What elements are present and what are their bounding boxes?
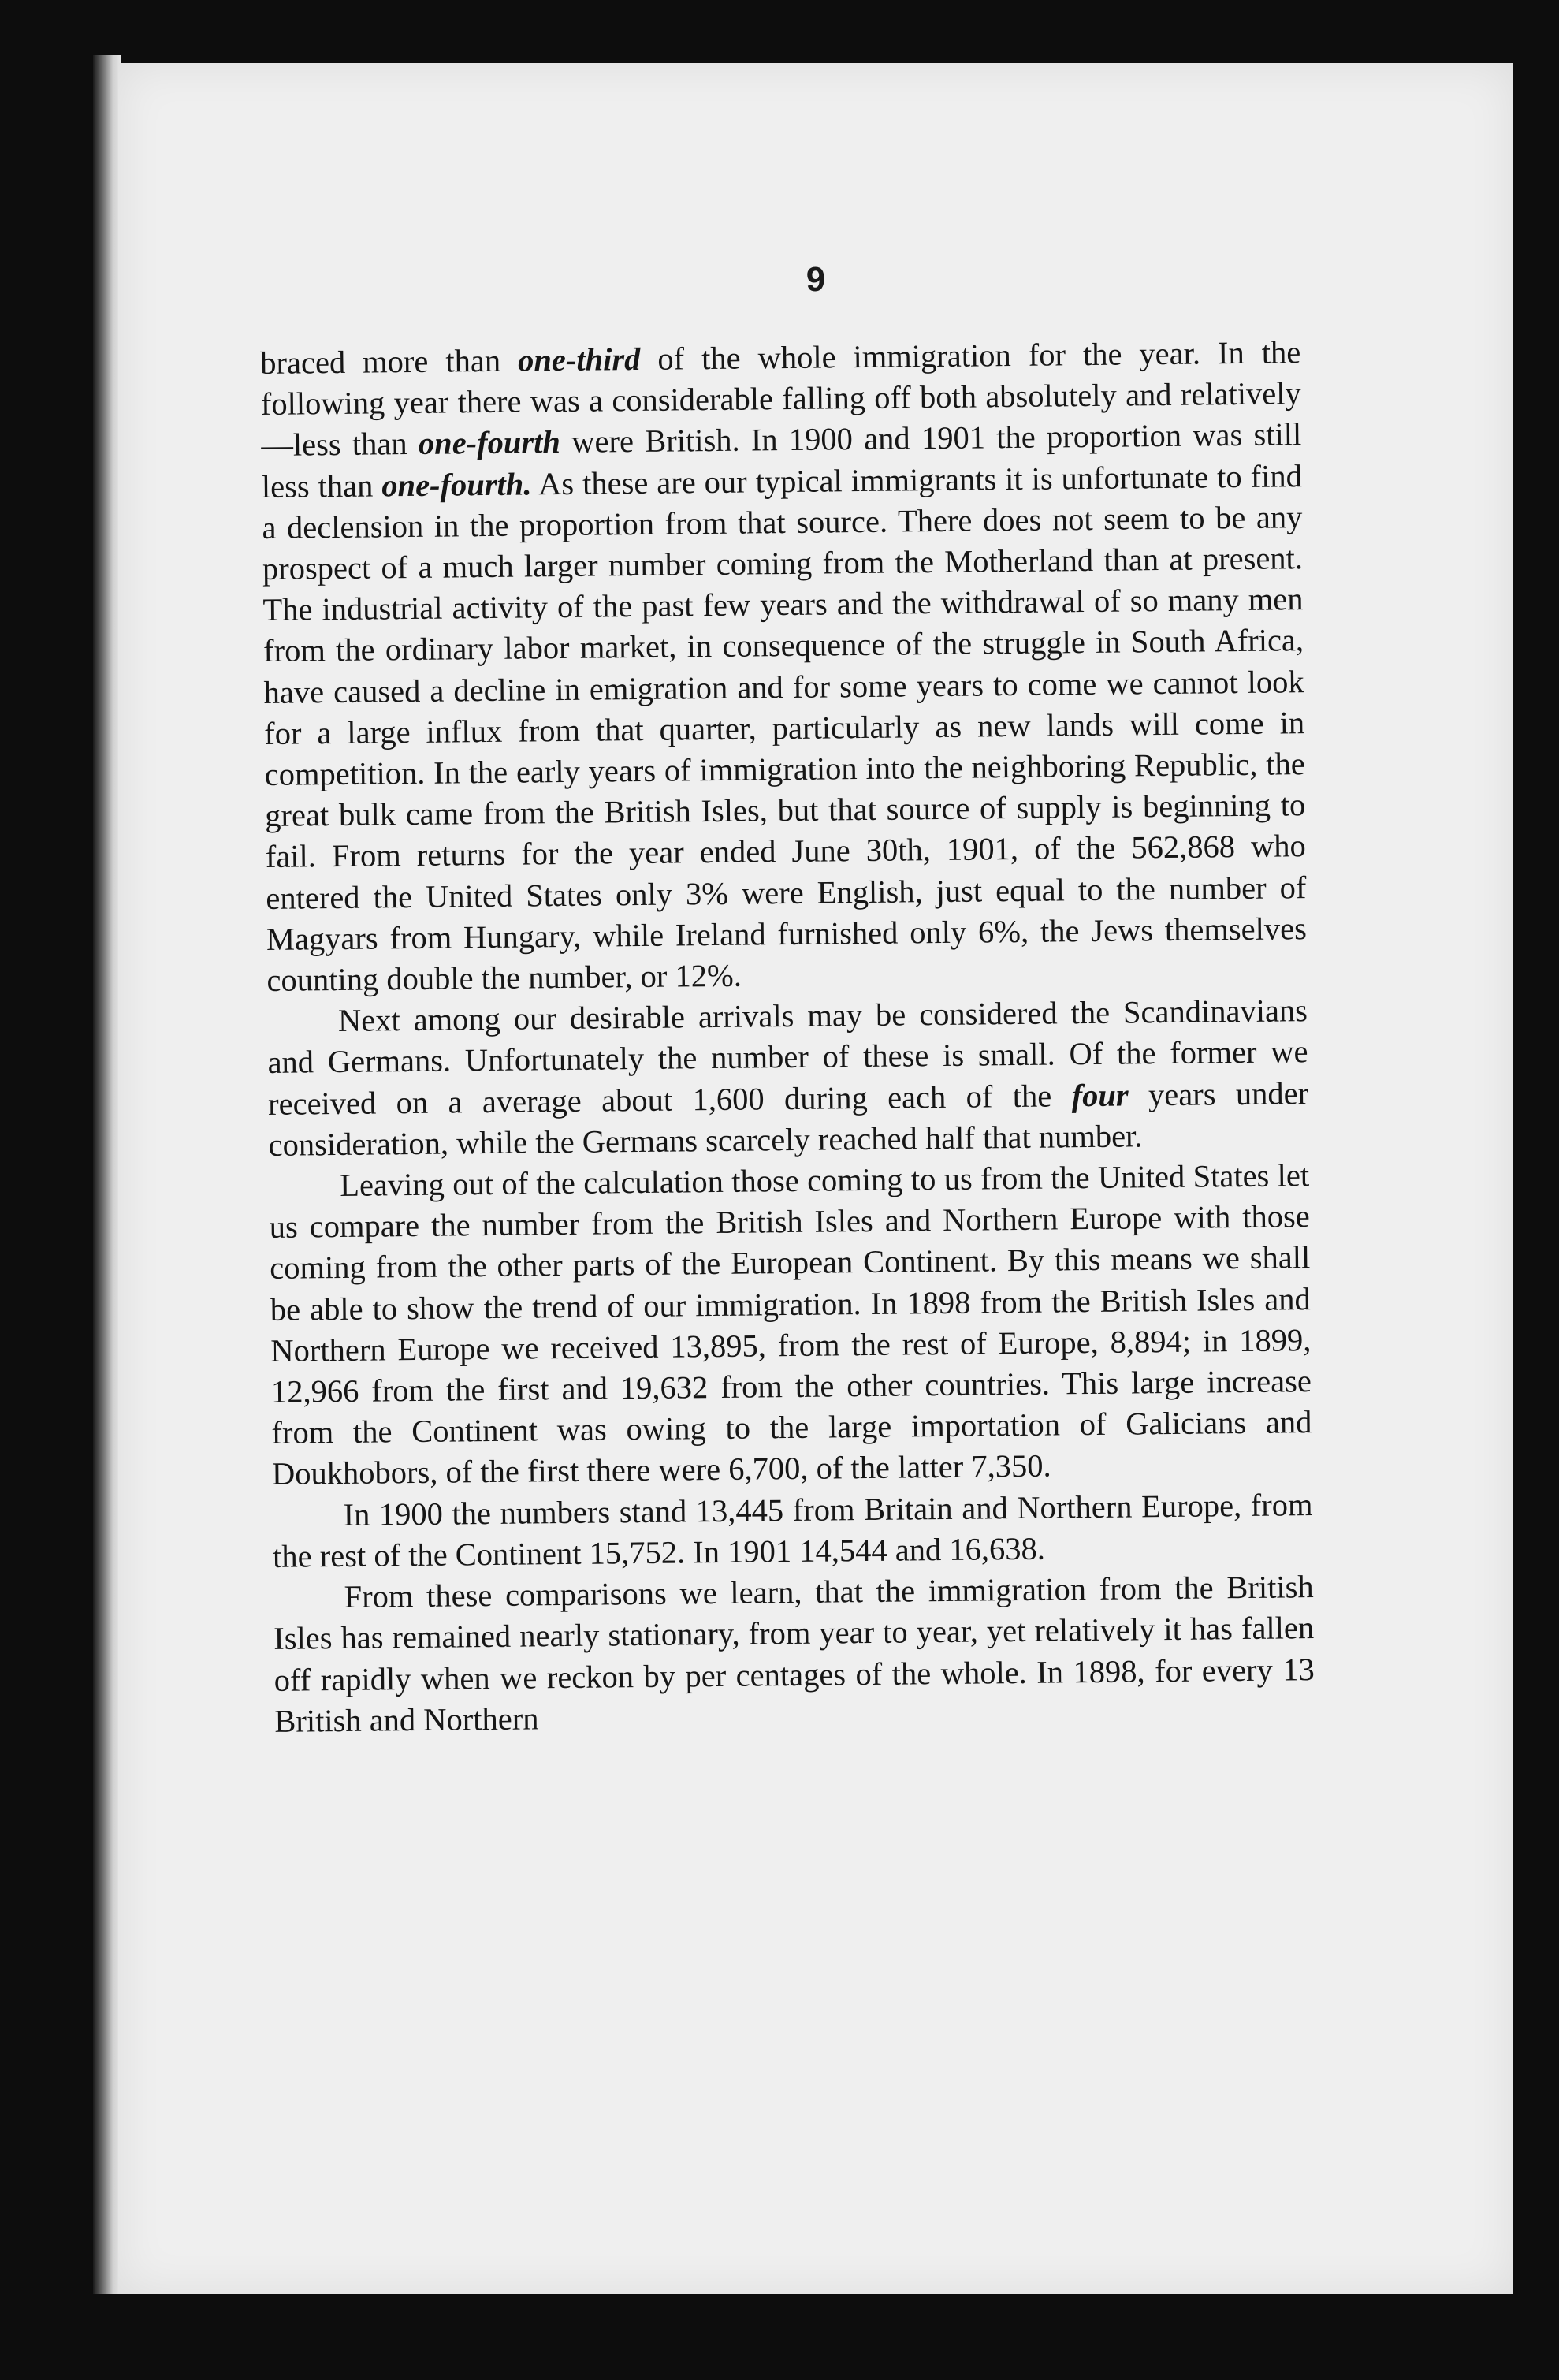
paragraph [267, 990, 1309, 1166]
paragraph [273, 1566, 1315, 1742]
emphasis-run: one-fourth. [381, 466, 532, 504]
text-run: As these are our typical immigrants it is unfortunate to find a declension in the proportion from that source. There does not seem to be any prospect of a much larger number coming from the Motherland than at present. The industrial activity of the past few years and the withdrawal of so many men from the ordinary labor market, in consequence of the struggle in South Africa, have caused a decline in emigration and for some years to come we cannot look for a large influx from that quarter, particularly as new lands will come in competition. In the early years of immigration into the neighboring Republic, the great bulk came from the British Isles, but that source of supply is beginning to fail. From returns for the year ended June 30th, 1901, of the 562,868 who entered the United States only 3% were English, just equal to the number of Magyars from Hungary, while Ireland furnished only 6%, the Jews themselves counting double the number, or 12%. [262, 457, 1308, 999]
text-run: of the whole immigration for the year. In the following year there was a considerable falling off both absolutely and relatively—less than [260, 334, 1301, 464]
text-run: Leaving out of the calculation those coming to us from the United States let us compare the number from the British Isles and Northern Europe with those coming from the other parts of the European Continent. By this means we shall be able to show the trend of our immigration. In 1898 from the British Isles and Northern Europe we received 13,895, from the rest of Europe, 8,894; in 1899, 12,966 from the first and 19,632 from the other countries. This large increase from the Continent was owing to the large importation of Galicians and Doukhobors, of the first there were 6,700, of the latter 7,350. [269, 1157, 1312, 1492]
text-run: years under consideration, while the Germans scarcely reached half that number. [268, 1075, 1309, 1163]
body-text [260, 332, 1315, 1742]
text-run: In 1900 the numbers stand 13,445 from Britain and Northern Europe, from the rest of the Continent 15,752. In 1901 14,544 and 16,638. [272, 1486, 1313, 1574]
emphasis-run: four [1071, 1077, 1129, 1113]
paragraph [272, 1484, 1313, 1577]
paragraph [260, 332, 1308, 1001]
book-spine-shadow [93, 55, 121, 2294]
emphasis-run: one-fourth [418, 424, 561, 462]
text-run: From these comparisons we learn, that the immigration from the British Isles has remained nearly stationary, from year to year, yet relatively it has fallen off rapidly when we reckon by per centages of the whole. In 1898, for every 13 British and Northern [273, 1569, 1315, 1739]
text-run: braced more than [260, 342, 519, 381]
scanned-page [118, 63, 1513, 2294]
emphasis-run: one-third [517, 341, 641, 378]
paragraph [269, 1155, 1312, 1495]
page-number: 9 [806, 260, 826, 299]
text-run: Next among our desirable arrivals may be considered the Scandinavians and Germans. Unfortunately the number of these is small. Of the former we received on a average about 1,600 during each of the [267, 993, 1308, 1122]
text-run: were British. In 1900 and 1901 the proportion was still less than [261, 416, 1302, 505]
